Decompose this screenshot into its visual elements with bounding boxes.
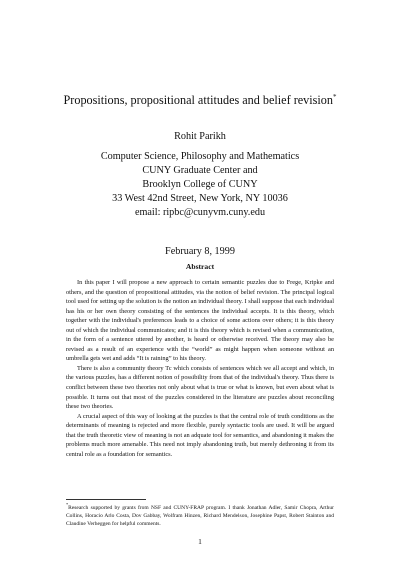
author-name: Rohit Parikh: [174, 131, 226, 142]
abstract-heading: Abstract: [185, 262, 215, 271]
author-affiliation-line: Computer Science, Philosophy and Mathematics: [100, 151, 300, 162]
author-block: [0, 130, 400, 220]
author-address-line: 33 West 42nd Street, New York, NY 10036: [112, 193, 288, 204]
paper-date: February 8, 1999: [165, 246, 235, 257]
abstract-paragraph: A crucial aspect of this way of looking at the puzzles is that the central role of truth conditions as the determinants of meaning is rejected and more flexible, purely syntactic tools are used. It will be argued that the truth theoretic view of meaning is not an adquate tool for semantics, and abandoning it makes the problems much more amenable. This need not imply abandoning truth, but merely dethroning it from its central role as a foundation for semantics.: [66, 412, 334, 458]
footnote-mark: *: [66, 502, 69, 507]
footnote-rule: [66, 499, 146, 500]
abstract-paragraph: There is also a community theory Tc which consists of sentences which we all accept and which, in the various puzzles, has a different notion of possibility from that of the individual's theory. Thus there is conflict between these two theories not only about what is true or what is known, but even about what is possible. It turns out that most of the puzzles considered in the literature are puzzles about reconciling these two theories.: [66, 364, 334, 411]
page-number: 1: [198, 537, 202, 546]
abstract-body: [66, 278, 334, 459]
author-affiliation-line: Brooklyn College of CUNY: [142, 179, 258, 190]
author-affiliation-line: CUNY Graduate Center and: [142, 165, 258, 176]
paper-title: [0, 93, 400, 108]
title-text: Propositions, propositional attitudes and belief revision: [63, 93, 333, 108]
footnote-text: Research supported by grants from NSF and CUNY-FRAP program. I thank Jonathan Adler, Samir Chopra, Arthur Collins, Horacio Arlo Costa, Dov Gabbay, Wolfram Hinzen, Richard Mendelson, Josephine Papst, Robert Stainton and Claudine Verheggen for helpful comments.: [66, 504, 334, 528]
footnote: [66, 501, 334, 528]
abstract-paragraph: In this paper I will propose a new approach to certain semantic puzzles due to Frege, Kripke and others, and the question of propositional attitudes, via the notion of belief revision. The principal logical tool used for setting up the solution is the notion an individual theory. I shall suppose that each individual has his or her own theory consisting of the sentences the individual accepts. It is this theory, which together with the individual's preferences leads to a choice of some actions over others; it is this theory out of which the individual communicates; and it is this theory which is revised when a communication, in the form of a sentence uttered by another, is heard or otherwise received. The theory may also be revised as a result of an experience with the “world” as might happen when someone without an umbrella gets wet and adds “It is raining” to his theory.: [66, 279, 334, 363]
title-footnote-mark: *: [332, 93, 337, 101]
author-email: email: ripbc@cunyvm.cuny.edu: [134, 207, 266, 218]
